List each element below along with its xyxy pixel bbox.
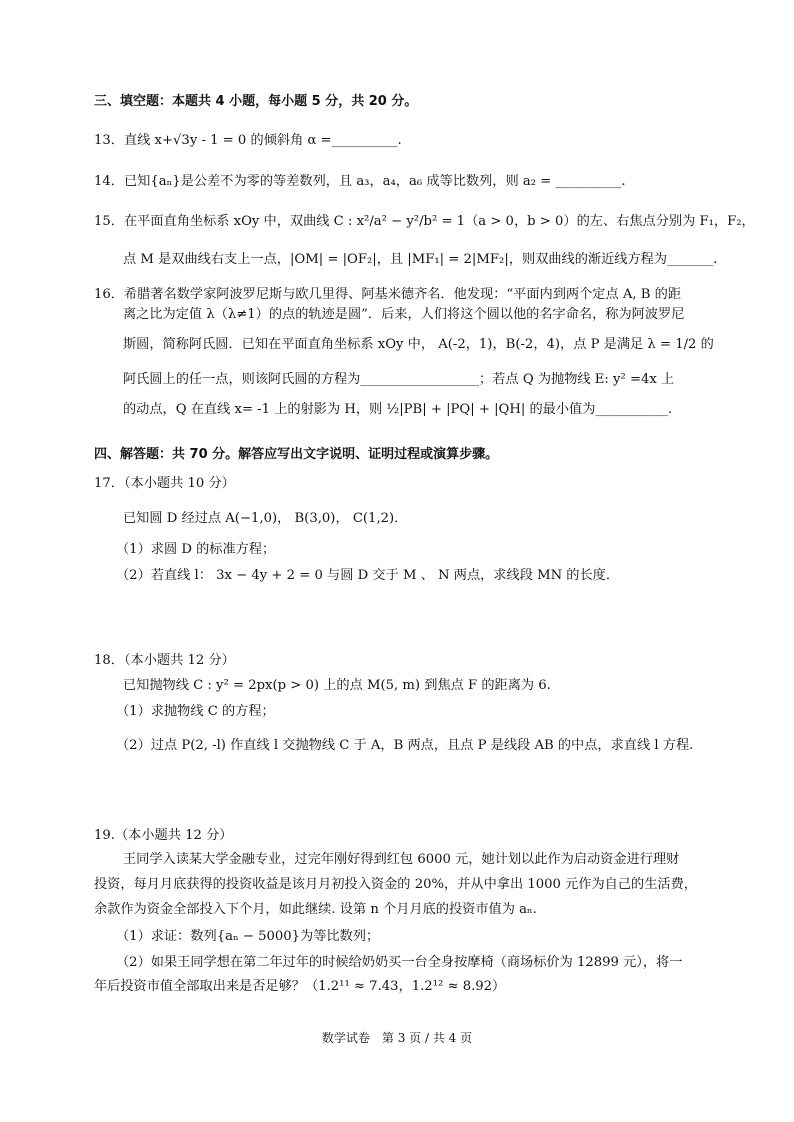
page-footer: 数学试卷 第 3 页 / 共 4 页 bbox=[321, 1031, 473, 1045]
section-heading-solutions: 四、解答题：共 70 分。解答应写出文字说明、证明过程或演算步骤。 bbox=[94, 447, 499, 462]
question-17-part-1: （1）求圆 D 的标准方程； bbox=[116, 542, 276, 557]
question-16-line-5: 的动点，Q 在直线 x= -1 上的射影为 H，则 ½|PB| + |PQ| + |QH| 的最小值为___________. bbox=[123, 402, 673, 417]
question-17-part-2: （2）若直线 l： 3x − 4y + 2 = 0 与圆 D 交于 M 、 N 两点，求线段 MN 的长度． bbox=[116, 568, 620, 583]
question-19-part-2-line-1: （2）如果王同学想在第二年过年的时候给奶奶买一台全身按摩椅（商场标价为 12899 元），将一 bbox=[116, 955, 683, 970]
question-19-part-2-line-2: 年后投资市值全部取出来是否足够？（1.2¹¹ ≈ 7.43，1.2¹² ≈ 8.92） bbox=[94, 979, 506, 994]
question-19-part-1: （1）求证：数列{aₙ − 5000}为等比数列； bbox=[116, 929, 380, 944]
question-19-title: 19.（本小题共 12 分） bbox=[94, 828, 233, 843]
question-19-line-1: 王同学入读某大学金融专业，过完年刚好得到红包 6000 元，她计划以此作为启动资金进行理财 bbox=[123, 852, 680, 867]
question-17-stem: 已知圆 D 经过点 A(−1,0)， B(3,0)， C(1,2)． bbox=[123, 511, 408, 526]
question-16-line-3: 斯圆，简称阿氏圆．已知在平面直角坐标系 xOy 中， A(-2，1)，B(-2，4)，点 P 是满足 λ = 1/2 的 bbox=[123, 337, 714, 352]
question-18-part-2: （2）过点 P(2, -l) 作直线 l 交抛物线 C 于 A，B 两点，且点 P 是线段 AB 的中点，求直线 l 方程. bbox=[116, 738, 694, 753]
question-13: 13．直线 x+√3y - 1 = 0 的倾斜角 α =__________. bbox=[94, 133, 402, 148]
question-16-line-2: 离之比为定值 λ（λ≠1）的点的轨迹是圆”．后来，人们将这个圆以他的名字命名，称为阿波罗尼 bbox=[123, 307, 685, 322]
question-16-line-4: 阿氏圆上的任一点，则该阿氏圆的方程为__________________；若点 Q 为抛物线 E: y² =4x 上 bbox=[123, 372, 675, 387]
question-14: 14．已知{aₙ}是公差不为零的等差数列，且 a₃，a₄，a₆ 成等比数列，则 a₂ = __________. bbox=[94, 174, 626, 189]
question-16-line-1: 16．希腊著名数学家阿波罗尼斯与欧几里得、阿基米德齐名．他发现：“平面内到两个定点 A, B 的距 bbox=[94, 287, 682, 302]
question-19-line-3: 余款作为资金全部投入下个月，如此继续. 设第 n 个月月底的投资市值为 aₙ. bbox=[94, 902, 537, 917]
question-15-line-1: 15．在平面直角坐标系 xOy 中，双曲线 C : x²/a² − y²/b² = 1（a > 0，b > 0）的左、右焦点分别为 F₁，F₂， bbox=[94, 214, 755, 229]
question-18-part-1: （1）求抛物线 C 的方程； bbox=[116, 704, 275, 719]
question-19-line-2: 投资，每月月底获得的投资收益是该月月初投入资金的 20%，并从中拿出 1000 元作为自己的生活费， bbox=[94, 877, 697, 892]
question-15-line-2: 点 M 是双曲线右支上一点，|OM| = |OF₂|，且 |MF₁| = 2|MF₂|，则双曲线的渐近线方程为_______. bbox=[123, 252, 718, 267]
question-18-stem: 已知抛物线 C : y² = 2px(p > 0) 上的点 M(5, m) 到焦点 F 的距离为 6. bbox=[123, 678, 551, 693]
section-heading-fill-in: 三、填空题：本题共 4 小题，每小题 5 分，共 20 分。 bbox=[94, 94, 418, 109]
question-17-title: 17．（本小题共 10 分） bbox=[94, 476, 235, 491]
question-18-title: 18．（本小题共 12 分） bbox=[94, 653, 235, 668]
